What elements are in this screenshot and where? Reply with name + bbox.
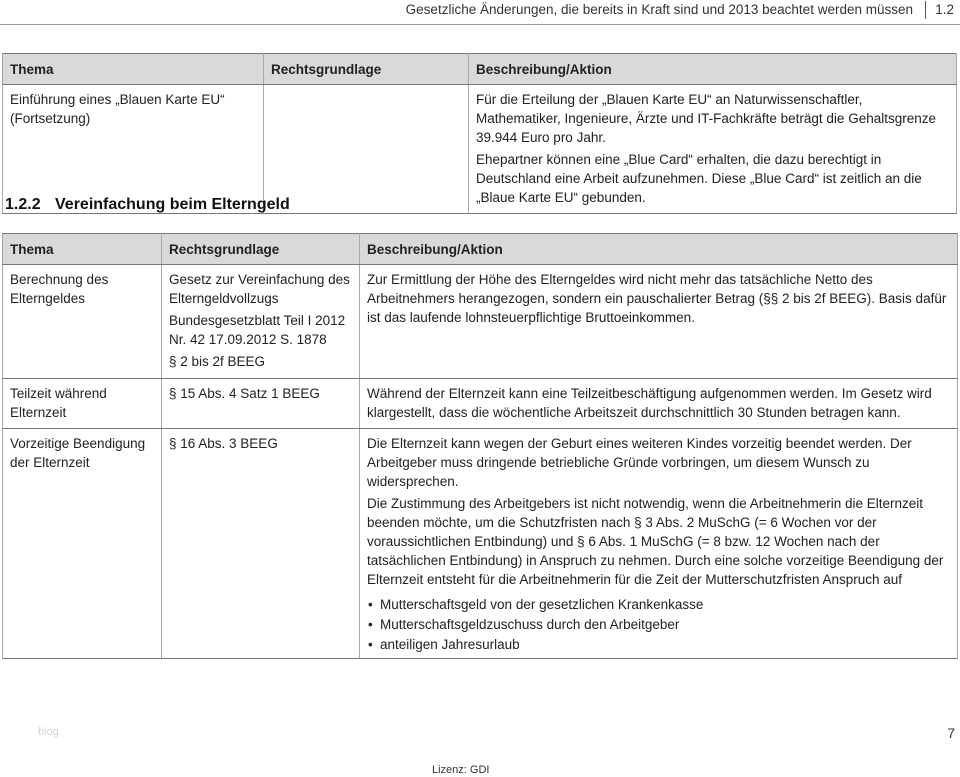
list-item: • Mutterschaftsgeld von der gesetzlichen Krankenkasse [367,595,950,614]
cell-beschreibung [469,85,957,214]
header-separator [925,1,926,19]
running-header-title: Gesetzliche Änderungen, die bereits in Kraft sind und 2013 beachtet werden müssen [405,2,913,17]
header-rule [0,24,960,25]
running-header-section-number: 1.2 [935,2,954,17]
column-header-thema: Thema [3,234,162,265]
paragraph: Bundesgesetzblatt Teil I 2012 Nr. 42 17.09.2012 S. 1878 [169,313,346,347]
column-header-rechtsgrundlage: Rechtsgrundlage [264,54,469,85]
paragraph: Die Elternzeit kann wegen der Geburt eines weiteren Kindes vorzeitig beendet werden. Der Arbeitgeber muss dringende betriebliche Gründe vorbringen, um diesem Wunsch zu widersprechen. [367,436,912,489]
cell-rechtsgrundlage: § 15 Abs. 4 Satz 1 BEEG [162,379,360,429]
section-heading [5,196,290,214]
paragraph: Gesetz zur Vereinfachung des Elterngeldvollzugs [169,272,350,306]
list-item: • anteiligen Jahresurlaub [367,635,950,654]
license-note: Lizenz: GDI [432,764,490,776]
cell-thema: Einführung eines „Blauen Karte EU“ (Fortsetzung) [3,85,264,214]
paragraph: § 2 bis 2f BEEG [169,354,266,369]
table-header-row [3,54,957,85]
watermark: blog [38,726,59,738]
cell-beschreibung: Während der Elternzeit kann eine Teilzeitbeschäftigung aufgenommen werden. Im Gesetz wird klargestellt, dass die wöchentliche Arbeitszeit durchschnittlich 30 Stunden betragen kann. [360,379,958,429]
paragraph: Für die Erteilung der „Blauen Karte EU“ an Naturwissenschaftler, Mathematiker, Ingenieure, Ärzte und IT-Fachkräfte beträgt die Gehaltsgrenze 39.944 Euro pro Jahr. [476,92,936,145]
column-header-thema: Thema [3,54,264,85]
page-number: 7 [947,725,955,741]
cell-beschreibung [360,265,958,379]
running-header [0,0,960,26]
section-number: 1.2.2 [5,196,41,213]
cell-rechtsgrundlage [162,265,360,379]
cell-rechtsgrundlage [264,85,469,214]
table-header-row [3,234,958,265]
column-header-rechtsgrundlage: Rechtsgrundlage [162,234,360,265]
bullet-list [367,595,950,654]
table-row [3,379,958,429]
cell-thema: Berechnung des Elterngeldes [3,265,162,379]
paragraph: Ehepartner können eine „Blue Card“ erhalten, die dazu berechtigt in Deutschland eine Arbeit aufzunehmen. Diese „Blue Card“ ist zeitlich an die „Blaue Karte EU“ gebunden. [476,152,922,205]
elterngeld-table [2,233,958,659]
list-item: • Mutterschaftsgeldzuschuss durch den Arbeitgeber [367,615,950,634]
column-header-beschreibung: Beschreibung/Aktion [469,54,957,85]
paragraph: Die Zustimmung des Arbeitgebers ist nicht notwendig, wenn die Arbeitnehmerin die Elternzeit beenden möchte, um die Schutzfristen nach § 3 Abs. 2 MuSchG (= 6 Wochen vor der voraussichtlichen Entbindung) und § 6 Abs. 1 MuSchG (= 8 bzw. 12 Wochen nach der tatsächlichen Entbindung) in Anspruch zu nehmen. Durch eine solche vorzeitige Beendigung der Elternzeit entsteht für die Arbeitnehmerin für die Zeit der Mutterschutzfristen Anspruch auf [367,496,944,587]
table-row [3,265,958,379]
column-header-beschreibung: Beschreibung/Aktion [360,234,958,265]
paragraph: Zur Ermittlung der Höhe des Elterngeldes wird nicht mehr das tatsächliche Netto des Arbeitnehmers herangezogen, sondern ein pauschalierter Betrag (§§ 2 bis 2f BEEG). Basis dafür ist das laufende lohnsteuerpflichtige Bruttoeinkommen. [367,272,947,325]
cell-thema: Vorzeitige Beendigung der Elternzeit [3,429,162,659]
cell-beschreibung [360,429,958,659]
section-title: Vereinfachung beim Elterngeld [55,196,290,213]
table-row [3,429,958,659]
blue-card-table [2,53,957,214]
table-row [3,85,957,214]
cell-thema: Teilzeit während Elternzeit [3,379,162,429]
cell-rechtsgrundlage: § 16 Abs. 3 BEEG [162,429,360,659]
